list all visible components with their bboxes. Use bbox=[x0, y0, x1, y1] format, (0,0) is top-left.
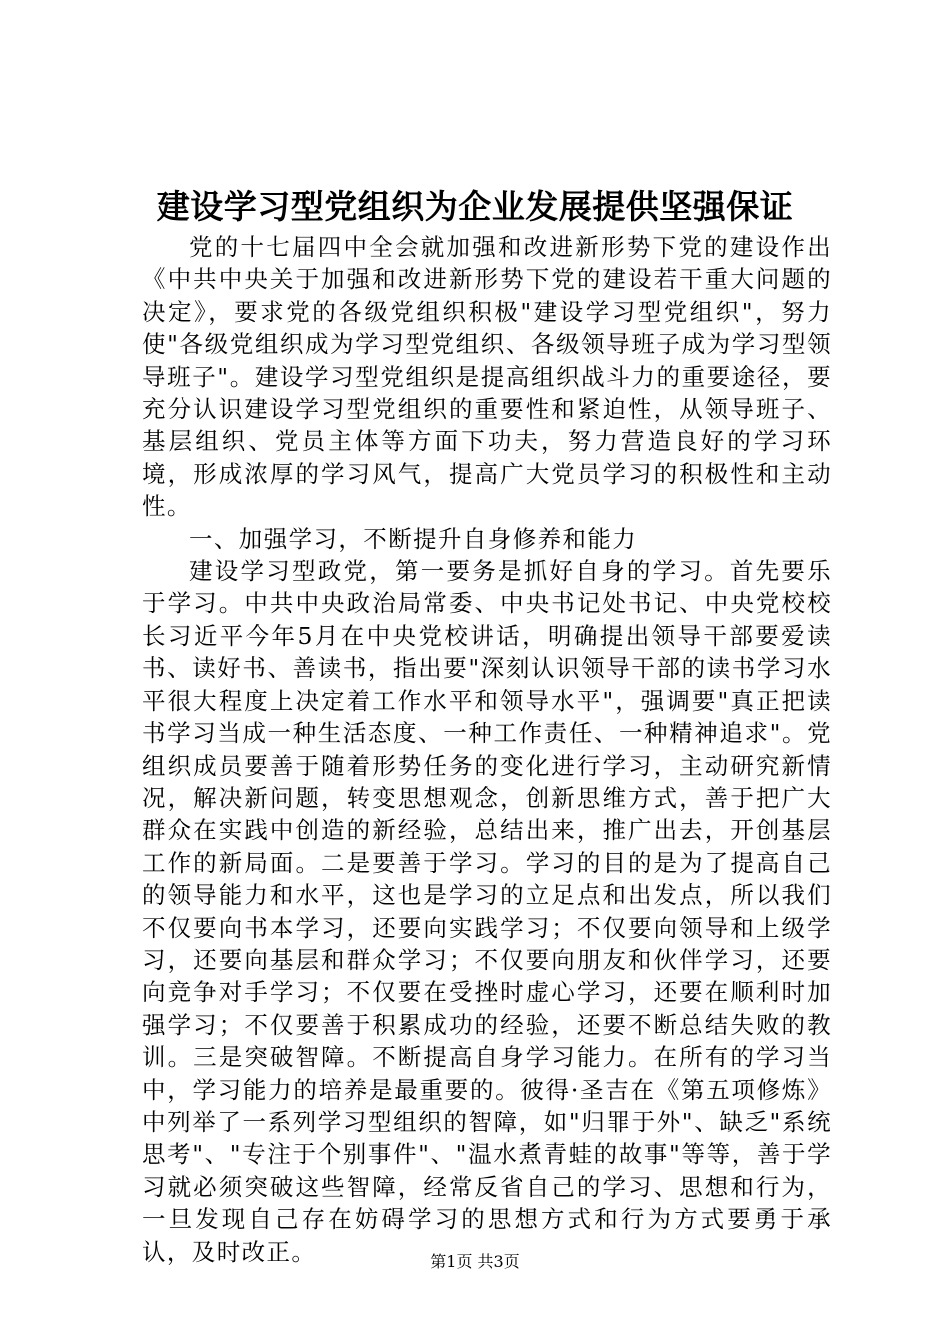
page-footer: 第1页 共3页 bbox=[430, 1252, 520, 1271]
section-heading: 一、加强学习，不断提升自身修养和能力 bbox=[189, 524, 638, 553]
document-body bbox=[142, 231, 832, 1268]
section-paragraph: 建设学习型政党，第一要务是抓好自身的学习。首先要乐于学习。中共中央政治局常委、中央书记处书记、中央党校校长习近平今年5月在中央党校讲话，明确提出领导干部要爱读书、读好书、善读书，指出要"深刻认识领导干部的读书学习水平很大程度上决定着工作水平和领导水平"，强调要"真正把读书学习当成一种生活态度、一种工作责任、一种精神追求"。党组织成员要善于随着形势任务的变化进行学习，主动研究新情况，解决新问题，转变思想观念，创新思维方式，善于把广大群众在实践中创造的新经验，总结出来，推广出去，开创基层工作的新局面。二是要善于学习。学习的目的是为了提高自己的领导能力和水平，这也是学习的立足点和出发点，所以我们不仅要向书本学习，还要向实践学习；不仅要向领导和上级学习，还要向基层和群众学习；不仅要向朋友和伙伴学习，还要向竞争对手学习；不仅要在受挫时虚心学习，还要在顺利时加强学习；不仅要善于积累成功的经验，还要不断总结失败的教训。三是突破智障。不断提高自身学习能力。在所有的学习当中，学习能力的培养是最重要的。彼得·圣吉在《第五项修炼》中列举了一系列学习型组织的智障，如"归罪于外"、缺乏"系统思考"、"专注于个别事件"、"温水煮青蛙的故事"等等，善于学习就必须突破这些智障，经常反省自己的学习、思想和行为，一旦发现自己存在妨碍学习的思想方式和行为方式要勇于承认，及时改正。 bbox=[142, 557, 832, 1266]
intro-paragraph: 党的十七届四中全会就加强和改进新形势下党的建设作出《中共中央关于加强和改进新形势下党的建设若干重大问题的决定》，要求党的各级党组织积极"建设学习型党组织"，努力使"各级党组织成为学习型党组织、各级领导班子成为学习型领导班子"。建设学习型党组织是提高组织战斗力的重要途径，要充分认识建设学习型党组织的重要性和紧迫性，从领导班子、基层组织、党员主体等方面下功夫，努力营造良好的学习环境，形成浓厚的学习风气，提高广大党员学习的积极性和主动性。 bbox=[142, 233, 832, 521]
document-title: 建设学习型党组织为企业发展提供坚强保证 bbox=[156, 187, 794, 226]
